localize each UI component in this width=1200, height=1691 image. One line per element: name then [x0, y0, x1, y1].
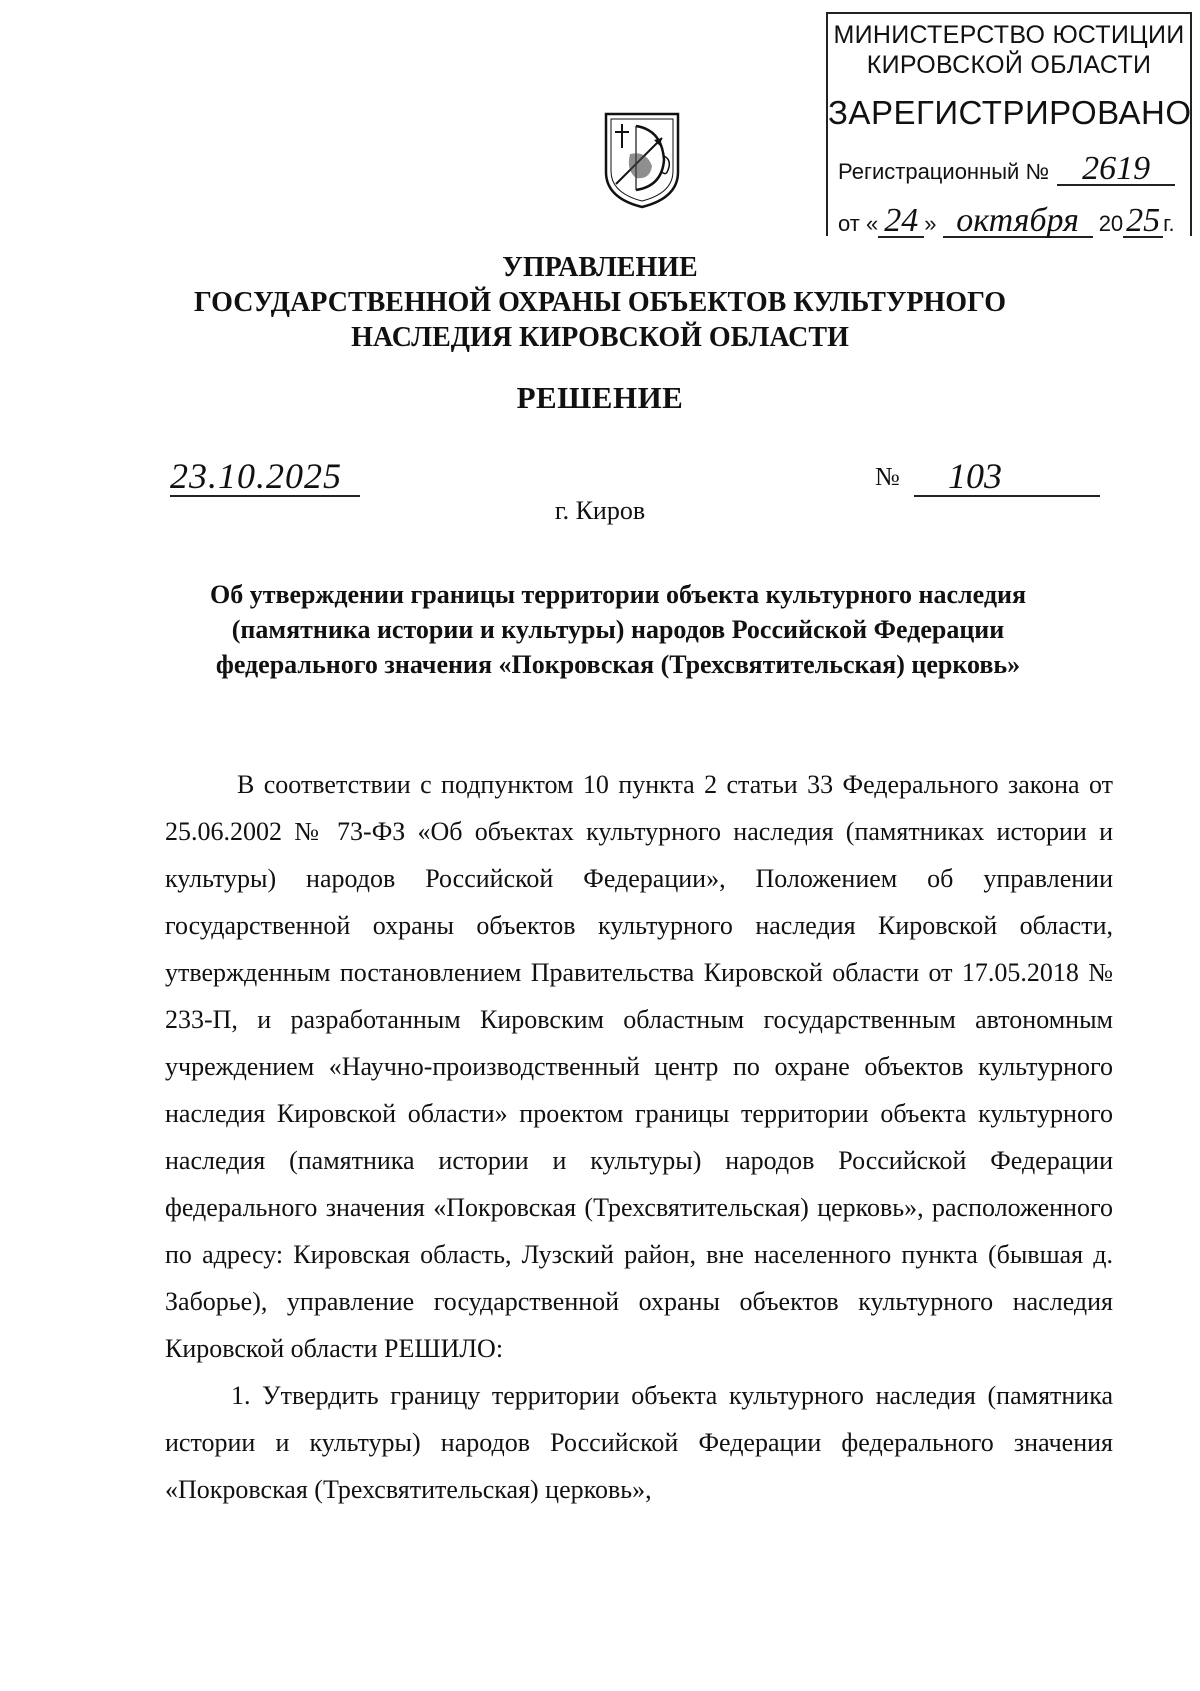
registration-stamp: [826, 12, 1192, 239]
body-item-1: 1. Утвердить границу территории объекта культурного наследия (памятника истории и культуры) народов Российской Федерации федерального значения «Покровская (Трехсвятительская) церковь»,: [165, 1381, 1113, 1504]
stamp-reg-label: Регистрационный №: [838, 159, 1050, 184]
stamp-date-day: 24: [878, 206, 924, 238]
stamp-ministry-line1: МИНИСТЕРСТВО ЮСТИЦИИ: [833, 21, 1185, 49]
document-city: г. Киров: [554, 496, 646, 525]
org-line3: НАСЛЕДИЯ КИРОВСКОЙ ОБЛАСТИ: [351, 322, 849, 353]
stamp-date-year-suffix: 25: [1123, 206, 1163, 238]
coat-of-arms-icon: [602, 110, 682, 210]
stamp-date-mid: »: [924, 211, 937, 236]
stamp-reg-number: 2619: [1057, 154, 1175, 186]
stamp-date-prefix: от «: [838, 211, 879, 236]
subject-line1: Об утверждении границы территории объекта культурного наследия: [209, 580, 1027, 609]
document-type: РЕШЕНИЕ: [516, 380, 684, 415]
subject-line2: (памятника истории и культуры) народов Российской Федерации: [231, 615, 1005, 644]
document-date: 23.10.2025: [170, 457, 360, 497]
document-subject: [150, 577, 1086, 682]
stamp-registration-row: [838, 150, 1175, 187]
org-line1: УПРАВЛЕНИЕ: [502, 252, 698, 283]
document-number-label: №: [875, 462, 900, 491]
org-line2: ГОСУДАРСТВЕННОЙ ОХРАНЫ ОБЪЕКТОВ КУЛЬТУРНОГО: [194, 287, 1006, 318]
subject-line3: федерального значения «Покровская (Трехсвятительская) церковь»: [215, 650, 1021, 679]
stamp-date-year-prefix: 20: [1098, 211, 1124, 236]
stamp-date-end: г.: [1163, 211, 1175, 236]
document-body: [165, 761, 1113, 1513]
document-number: 103: [914, 457, 1100, 497]
stamp-date-row: [838, 202, 1175, 239]
issuing-organization: [0, 250, 1200, 355]
body-paragraph-1: В соответствии с подпунктом 10 пункта 2 статьи 33 Федерального закона от 25.06.2002 № 73-ФЗ «Об объектах культурного наследия (памятниках истории и культуры) народов Российской Федерации», Положением об управлении государственной охраны объектов культурного наследия Кировской области, утвержденным постановлением Правительства Кировской области от 17.05.2018 № 233-П, и разработанным Кировским областным государственным автономным учреждением «Научно-производственный центр по охране объектов культурного наследия Кировской области» проектом границы территории объекта культурного наследия (памятника истории и культуры) народов Российской Федерации федерального значения «Покровская (Трехсвятительская) церковь», расположенного по адресу: Кировская область, Лузский район, вне населенного пункта (бывшая д. Заборье), управление государственной охраны объектов культурного наследия Кировской области РЕШИЛО:: [165, 770, 1113, 1363]
stamp-status: ЗАРЕГИСТРИРОВАНО: [828, 94, 1192, 131]
stamp-date-month: октября: [943, 206, 1093, 238]
stamp-ministry-line2: КИРОВСКОЙ ОБЛАСТИ: [866, 51, 1152, 79]
